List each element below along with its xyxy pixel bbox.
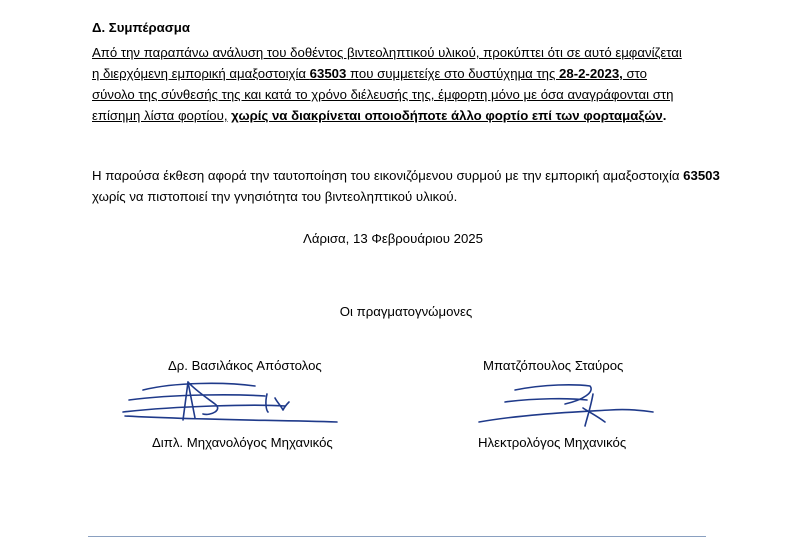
statement-train-number: 63503 bbox=[683, 168, 720, 183]
statement-text-2: χωρίς να πιστοποιεί την γνησιότητα του βιντεοληπτικού υλικού. bbox=[92, 189, 458, 204]
signature-1 bbox=[115, 376, 345, 432]
accident-date: 28-2-2023, bbox=[559, 66, 623, 81]
signatory-1-title: Διπλ. Μηχανολόγος Μηχανικός bbox=[152, 435, 333, 450]
statement-text-1: Η παρούσα έκθεση αφορά την ταυτοποίηση του εικονιζόμενου συρμού με την εμπορική αμαξοστοιχία bbox=[92, 168, 684, 183]
signature-2 bbox=[475, 378, 660, 430]
place-date: Λάρισα, 13 Φεβρουάριου 2025 bbox=[303, 231, 483, 246]
section-title: Δ. Συμπέρασμα bbox=[92, 20, 190, 35]
train-number: 63503 bbox=[309, 66, 347, 81]
conclusion-text-1: Από την παραπάνω ανάλυση του δοθέντος βιντεοληπτικού υλικού, προκύπτει ότι σε αυτό εμφανίζεται η διερχόμενη εμπορική αμαξοστοιχία bbox=[92, 45, 682, 81]
experts-heading: Οι πραγματογνώμονες bbox=[339, 304, 473, 319]
conclusion-end: . bbox=[662, 108, 667, 123]
signatory-2-title: Ηλεκτρολόγος Μηχανικός bbox=[478, 435, 627, 450]
conclusion-paragraph bbox=[92, 42, 692, 126]
footer-divider bbox=[88, 536, 706, 537]
conclusion-emphasis: χωρίς να διακρίνεται οποιοδήποτε άλλο φορτίο επί των φορταμαξών bbox=[231, 108, 663, 123]
signatory-2-name: Μπατζόπουλος Σταύρος bbox=[483, 358, 624, 373]
signatory-1-name: Δρ. Βασιλάκος Απόστολος bbox=[168, 358, 322, 373]
conclusion-text-3: στο σύνολο της σύνθεσής της και κατά το χρόνο διέλευσής της, έμφορτη μόνο με όσα αναγράφονται στη επίσημη λίστα φορτίου, bbox=[92, 66, 674, 123]
conclusion-text-2: που συμμετείχε στο δυστύχημα της bbox=[346, 66, 560, 81]
statement-paragraph bbox=[92, 165, 732, 207]
